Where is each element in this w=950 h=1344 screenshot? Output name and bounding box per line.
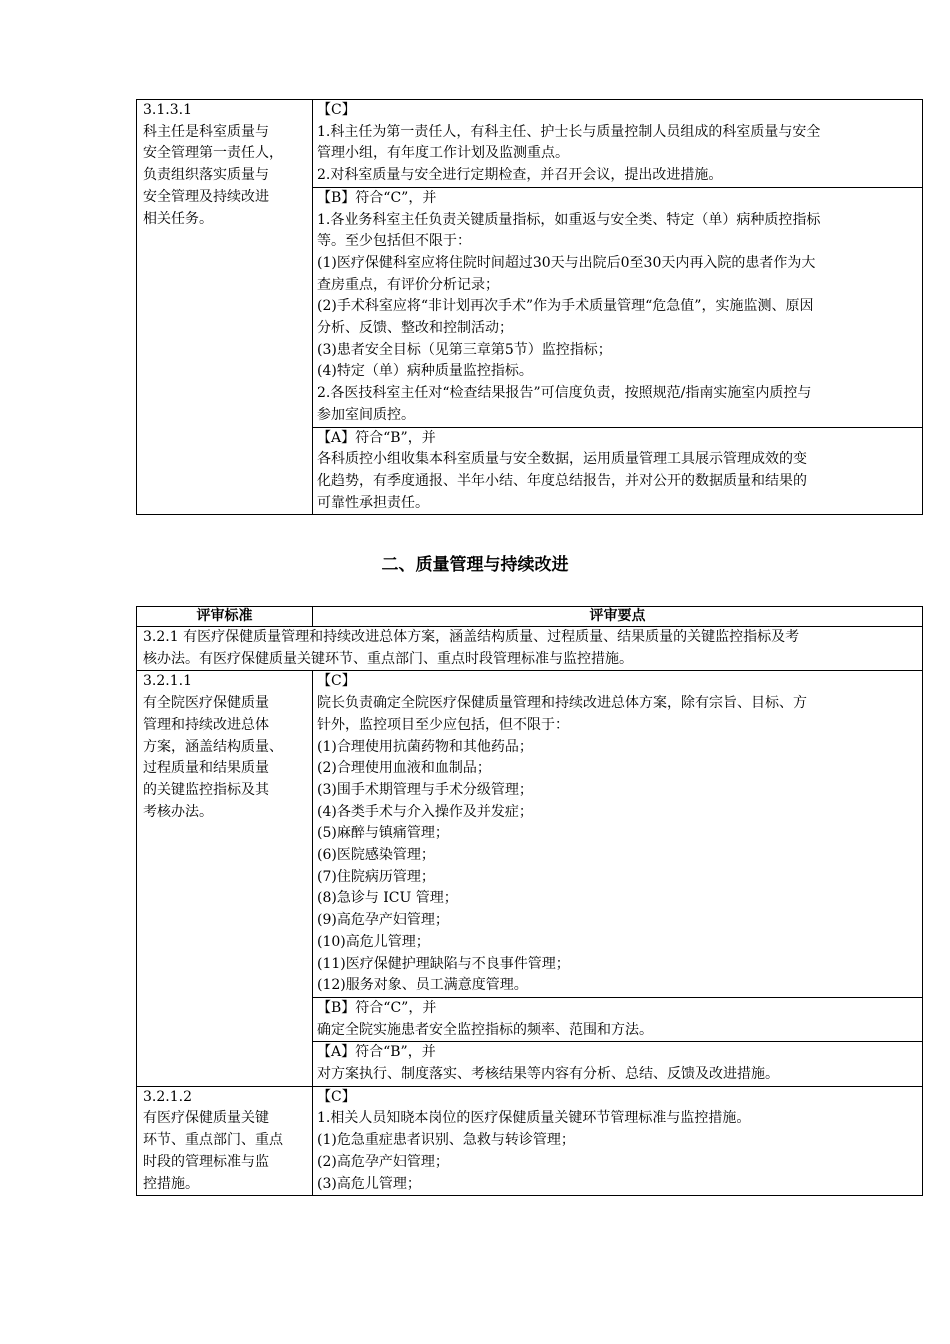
grade-line: (1)医疗保健科室应将住院时间超过30天与出院后0至30天内再入院的患者作为大 — [317, 254, 816, 271]
criterion-line: 考核办法。 — [143, 803, 213, 820]
grade-line: 【C】 — [317, 1088, 356, 1105]
criterion-line: 管理和持续改进总体 — [143, 716, 269, 733]
criterion-line: 3.1.3.1 — [143, 102, 192, 118]
grade-line: (8)急诊与 ICU 管理； — [317, 890, 458, 907]
grade-line: 【B】符合“C”，并 — [317, 999, 437, 1016]
grade-line: (11)医疗保健护理缺陷与不良事件管理； — [317, 955, 570, 972]
grade-line: (3)高危儿管理； — [317, 1175, 421, 1192]
grade-line: 【C】 — [317, 102, 356, 118]
grade-line: 院长负责确定全院医疗保健质量管理和持续改进总体方案，除有宗旨、目标、方 — [317, 695, 807, 712]
grade-line: 等。至少包括但不限于： — [317, 233, 471, 250]
criterion-line: 有医疗保健质量关键 — [143, 1110, 269, 1127]
grade-line: (6)医院感染管理； — [317, 847, 435, 864]
grade-line: (9)高危孕产妇管理； — [317, 912, 449, 929]
table-row — [137, 100, 923, 188]
grade-line: 1.相关人员知晓本岗位的医疗保健质量关键环节管理标准与监控措施。 — [317, 1110, 751, 1127]
grade-line: 查房重点，有评价分析记录； — [317, 276, 499, 293]
grade-line: (5)麻醉与镇痛管理； — [317, 825, 449, 842]
summary-line: 核办法。有医疗保健质量关键环节、重点部门、重点时段管理标准与监控措施。 — [143, 650, 633, 667]
grade-line: 各科质控小组收集本科室质量与安全数据，运用质量管理工具展示管理成效的变 — [317, 451, 807, 468]
grade-line: 对方案执行、制度落实、考核结果等内容有分析、总结、反馈及改进措施。 — [317, 1066, 779, 1083]
summary-line: 3.2.1 有医疗保健质量管理和持续改进总体方案，涵盖结构质量、过程质量、结果质量的关键监控指标及考 — [143, 629, 800, 645]
grade-line: 确定全院实施患者安全监控指标的频率、范围和方法。 — [317, 1021, 653, 1038]
criterion-line: 3.2.1.1 — [143, 673, 192, 690]
criterion-cell — [137, 1086, 313, 1196]
grade-a-cell — [313, 1042, 923, 1086]
grade-line: 【C】 — [317, 673, 356, 690]
grade-line: 参加室间质控。 — [317, 406, 415, 423]
grade-line: 化趋势，有季度通报、半年小结、年度总结报告，并对公开的数据质量和结果的 — [317, 472, 807, 489]
header-row — [137, 607, 923, 627]
grade-c-cell — [313, 671, 923, 998]
criterion-line: 安全管理第一责任人， — [143, 145, 283, 162]
criterion-line: 环节、重点部门、重点 — [143, 1132, 283, 1149]
grade-line: (4)各类手术与介入操作及并发症； — [317, 803, 533, 820]
criterion-line: 有全院医疗保健质量 — [143, 695, 269, 712]
grade-c-cell — [313, 100, 923, 188]
criterion-cell — [137, 671, 313, 1086]
standard-summary-cell — [137, 627, 923, 671]
criterion-line: 相关任务。 — [143, 210, 213, 227]
grade-b-cell — [313, 187, 923, 427]
grade-b-cell — [313, 997, 923, 1041]
standards-table-1 — [136, 99, 923, 515]
grade-line: (1)危急重症患者识别、急救与转诊管理； — [317, 1132, 575, 1149]
grade-line: (4)特定（单）病种质量监控指标。 — [317, 363, 533, 380]
grade-line: (2)手术科室应将“非计划再次手术”作为手术质量管理“危急值”，实施监测、原因 — [317, 298, 814, 315]
criterion-line: 方案，涵盖结构质量、 — [143, 738, 283, 755]
grade-line: 【B】符合“C”，并 — [317, 189, 437, 206]
grade-a-cell — [313, 427, 923, 515]
grade-line: (10)高危儿管理； — [317, 933, 430, 950]
grade-line: 2.各医技科室主任对“检查结果报告”可信度负责，按照规范/指南实施室内质控与 — [317, 385, 812, 402]
criterion-line: 安全管理及持续改进 — [143, 188, 269, 205]
grade-line: (3)患者安全目标（见第三章第5节）监控指标； — [317, 341, 612, 358]
standards-table-2 — [136, 606, 923, 1196]
grade-line: (7)住院病历管理； — [317, 868, 435, 885]
grade-line: 针外，监控项目至少应包括，但不限于： — [317, 716, 569, 733]
grade-line: 2.对科室质量与安全进行定期检查，并召开会议，提出改进措施。 — [317, 167, 723, 184]
section-heading: 二、质量管理与持续改进 — [381, 555, 569, 575]
grade-line: (2)高危孕产妇管理； — [317, 1153, 449, 1170]
column-header-points: 评审要点 — [313, 607, 923, 627]
grade-line: (3)围手术期管理与手术分级管理； — [317, 781, 533, 798]
grade-line: 分析、反馈、整改和控制活动； — [317, 320, 513, 337]
table-row — [137, 671, 923, 998]
grade-line: 1.科主任为第一责任人，有科主任、护士长与质量控制人员组成的科室质量与安全 — [317, 123, 821, 140]
criterion-cell — [137, 100, 313, 515]
grade-line: 管理小组，有年度工作计划及监测重点。 — [317, 145, 569, 162]
criterion-line: 3.2.1.2 — [143, 1088, 192, 1105]
column-header-standard: 评审标准 — [137, 607, 313, 627]
criterion-line: 时段的管理标准与监 — [143, 1153, 269, 1170]
grade-line: (1)合理使用抗菌药物和其他药品； — [317, 738, 533, 755]
table-row — [137, 627, 923, 671]
grade-line: (2)合理使用血液和血制品； — [317, 760, 491, 777]
criterion-line: 控措施。 — [143, 1175, 199, 1192]
table-row — [137, 1086, 923, 1196]
criterion-line: 负责组织落实质量与 — [143, 167, 269, 184]
criterion-line: 过程质量和结果质量 — [143, 760, 269, 777]
grade-line: 可靠性承担责任。 — [317, 494, 429, 511]
grade-c-cell — [313, 1086, 923, 1196]
grade-line: 【A】符合“B”，并 — [317, 429, 436, 446]
grade-line: (12)服务对象、员工满意度管理。 — [317, 977, 528, 994]
criterion-line: 科主任是科室质量与 — [143, 123, 269, 140]
grade-line: 1.各业务科室主任负责关键质量指标，如重返与安全类、特定（单）病种质控指标 — [317, 211, 821, 228]
criterion-line: 的关键监控指标及其 — [143, 781, 269, 798]
grade-line: 【A】符合“B”，并 — [317, 1044, 436, 1061]
